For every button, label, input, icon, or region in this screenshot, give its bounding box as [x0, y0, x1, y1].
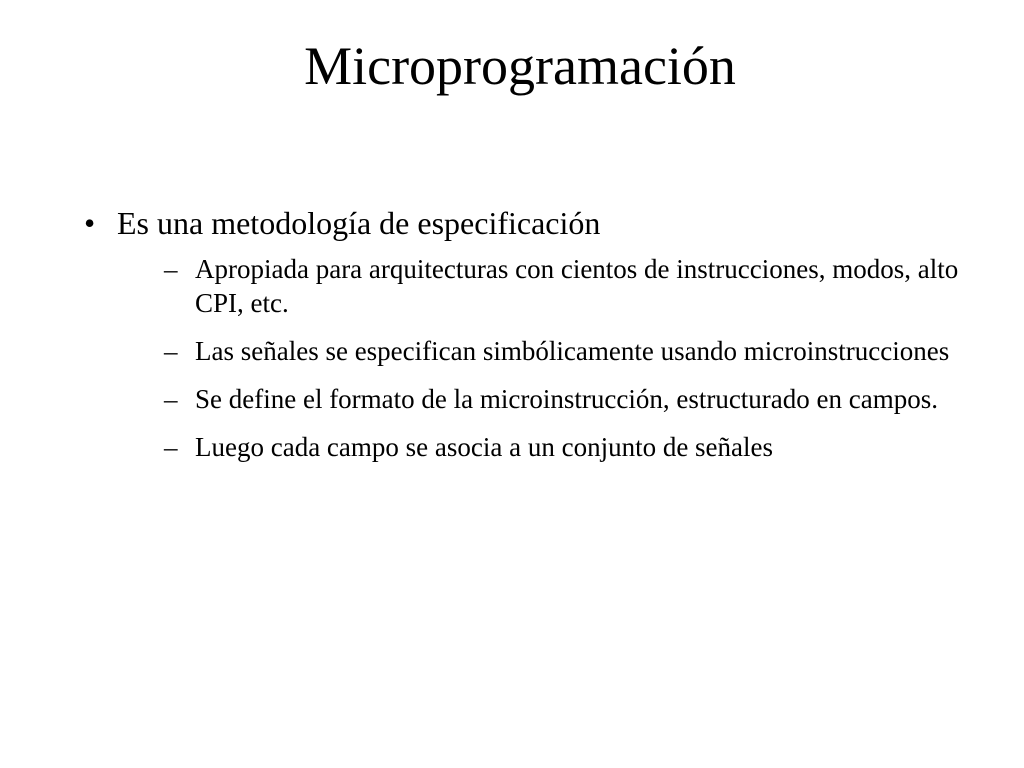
sub-bullet-item [162, 252, 964, 320]
bullet-text: Es una metodología de especificación [117, 205, 601, 241]
sub-bullet-item [162, 382, 964, 416]
sub-bullet-item [162, 430, 964, 464]
sub-bullet-list [117, 252, 964, 464]
slide-title: Microprogramación [304, 36, 736, 96]
bullet-item [84, 198, 964, 464]
dash-marker: – [164, 336, 178, 366]
bullet-list [84, 198, 964, 478]
dash-marker: – [164, 254, 178, 284]
bullet-marker: • [84, 205, 96, 241]
dash-marker: – [164, 432, 178, 462]
sub-bullet-item [162, 334, 964, 368]
sub-bullet-text: Las señales se especifican simbólicamente usando microinstrucciones [195, 336, 950, 366]
dash-marker: – [164, 384, 178, 414]
sub-bullet-text: Se define el formato de la microinstrucción, estructurado en campos. [195, 384, 938, 414]
sub-bullet-text: Apropiada para arquitecturas con cientos de instrucciones, modos, alto CPI, etc. [195, 254, 959, 318]
sub-bullet-text: Luego cada campo se asocia a un conjunto de señales [195, 432, 774, 462]
